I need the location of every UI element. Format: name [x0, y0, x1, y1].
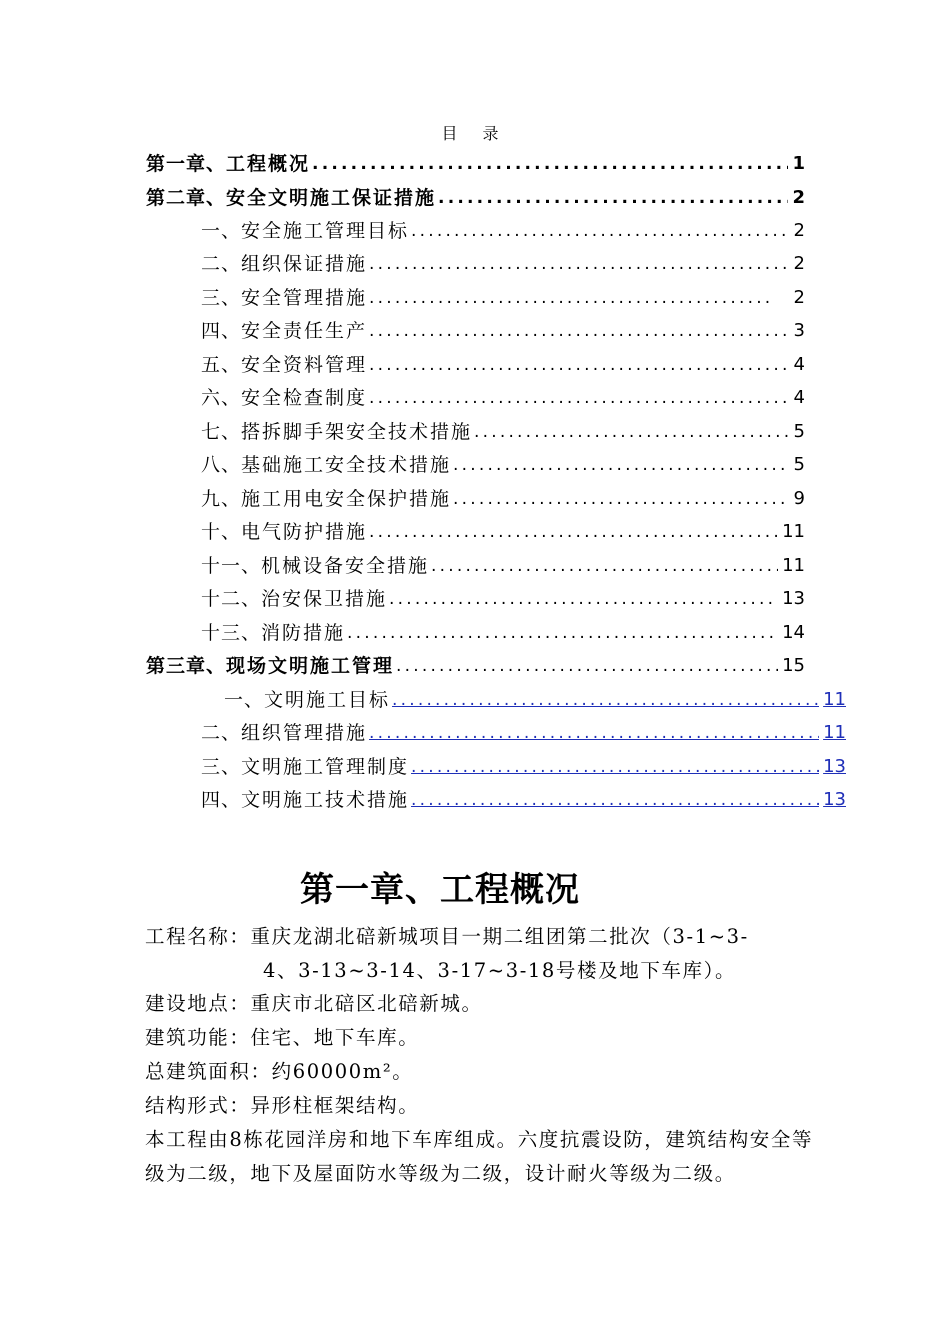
toc-entry-number: 第三章、: [146, 655, 227, 677]
toc-entry-3-1[interactable]: [224, 682, 846, 712]
toc-entry-2-3[interactable]: [201, 280, 805, 310]
toc-entry-number: 第二章、: [146, 187, 227, 209]
toc-entry-page: 13: [782, 588, 805, 609]
toc-entry-2-5[interactable]: [201, 347, 805, 377]
toc-entry-page: 5: [793, 421, 805, 442]
toc-entry-page: 11: [823, 722, 846, 743]
toc-entry-label: 安全施工管理目标: [241, 220, 410, 242]
toc-entry-number: 二、: [201, 253, 242, 275]
toc-entry-number: 二、: [201, 722, 242, 744]
toc-entry-chapter-3[interactable]: [146, 648, 805, 678]
toc-entry-label: 安全责任生产: [241, 320, 368, 342]
toc-entry-2-13[interactable]: [201, 615, 805, 645]
toc-entry-number: 四、: [201, 789, 242, 811]
toc-entry-number: 五、: [201, 354, 242, 376]
toc-leader-dots: [389, 587, 778, 611]
toc-leader-dots: [369, 252, 790, 276]
project-name-line-1: 工程名称：重庆龙湖北碚新城项目一期二组团第二批次（3-1~3-: [145, 925, 749, 948]
toc-entry-number: 三、: [201, 287, 242, 309]
toc-entry-label: 基础施工安全技术措施: [241, 454, 452, 476]
toc-entry-number: 一、: [224, 689, 265, 711]
toc-entry-label: 文明施工管理制度: [241, 756, 410, 778]
toc-entry-label: 工程概况: [226, 153, 311, 175]
area-paragraph: 总建筑面积：约60000m²。: [145, 1060, 414, 1083]
toc-leader-dots: [369, 286, 772, 310]
toc-entry-page: 3: [793, 320, 805, 341]
toc-entry-number: 六、: [201, 387, 242, 409]
toc-entry-page: 14: [782, 622, 805, 643]
toc-entry-page: 2: [793, 253, 805, 274]
toc-leader-dots: [369, 721, 819, 745]
toc-entry-2-2[interactable]: [201, 246, 805, 276]
toc-leader-dots: [347, 621, 778, 645]
toc-entry-label: 安全检查制度: [241, 387, 368, 409]
toc-entry-page: 2: [792, 187, 805, 208]
toc-leader-dots: [411, 219, 790, 243]
toc-entry-label: 消防措施: [261, 622, 346, 644]
toc-entry-chapter-2[interactable]: [146, 180, 805, 210]
toc-entry-2-11[interactable]: [201, 548, 805, 578]
toc-entry-page: 13: [823, 789, 846, 810]
toc-entry-2-7[interactable]: [201, 414, 805, 444]
toc-leader-dots: [411, 755, 819, 779]
toc-leader-dots: [431, 554, 778, 578]
toc-leader-dots: [369, 520, 778, 544]
toc-leader-dots: [474, 420, 790, 444]
toc-leader-dots: [438, 186, 788, 210]
toc-entry-number: 四、: [201, 320, 242, 342]
toc-entry-2-1[interactable]: [201, 213, 805, 243]
description-paragraph: 本工程由8栋花园洋房和地下车库组成。六度抗震设防，建筑结构安全等级为二级，地下及屋面防水等级为二级，设计耐火等级为二级。: [145, 1128, 814, 1185]
toc-entry-3-2[interactable]: [201, 715, 846, 745]
function-paragraph: 建筑功能：住宅、地下车库。: [145, 1026, 420, 1049]
toc-leader-dots: [369, 319, 790, 343]
toc-entry-2-4[interactable]: [201, 313, 805, 343]
toc-leader-dots: [369, 353, 790, 377]
toc-entry-2-9[interactable]: [201, 481, 805, 511]
toc-entry-label: 文明施工目标: [264, 689, 391, 711]
toc-leader-dots: [453, 487, 790, 511]
toc-entry-label: 安全管理措施: [241, 287, 368, 309]
toc-entry-page: 11: [782, 555, 805, 576]
toc-entry-page: 4: [793, 387, 805, 408]
toc-entry-label: 组织管理措施: [241, 722, 368, 744]
toc-entry-chapter-1[interactable]: [146, 146, 805, 176]
toc-entry-page: 4: [793, 354, 805, 375]
toc-entry-number: 十一、: [201, 555, 262, 577]
toc-entry-number: 十二、: [201, 588, 262, 610]
toc-entry-number: 三、: [201, 756, 242, 778]
toc-entry-number: 十、: [201, 521, 242, 543]
toc-entry-label: 安全资料管理: [241, 354, 368, 376]
toc-entry-3-4[interactable]: [201, 782, 846, 812]
toc-leader-dots: [312, 152, 788, 176]
toc-entry-label: 施工用电安全保护措施: [241, 488, 452, 510]
toc-leader-dots: [392, 688, 819, 712]
project-name-paragraph: [145, 920, 815, 988]
toc-entry-page: 11: [823, 689, 846, 710]
toc-title: 目 录: [441, 124, 509, 143]
toc-entry-2-6[interactable]: [201, 380, 805, 410]
toc-entry-number: 十三、: [201, 622, 262, 644]
toc-leader-dots: [396, 654, 778, 678]
toc-entry-label: 机械设备安全措施: [261, 555, 430, 577]
toc-entry-label: 搭拆脚手架安全技术措施: [241, 421, 473, 443]
toc-entry-label: 组织保证措施: [241, 253, 368, 275]
toc-entry-number: 一、: [201, 220, 242, 242]
toc-entry-number: 九、: [201, 488, 242, 510]
toc-leader-dots: [411, 788, 819, 812]
toc-entry-page: 13: [823, 756, 846, 777]
toc-entry-page: 5: [793, 454, 805, 475]
toc-entry-2-8[interactable]: [201, 447, 805, 477]
toc-entry-page: 2: [793, 220, 805, 241]
toc-entry-label: 文明施工技术措施: [241, 789, 410, 811]
site-paragraph: 建设地点：重庆市北碚区北碚新城。: [145, 992, 483, 1015]
toc-entry-2-12[interactable]: [201, 581, 805, 611]
toc-entry-number: 七、: [201, 421, 242, 443]
toc-entry-label: 治安保卫措施: [261, 588, 388, 610]
project-name-line-2: 4、3-13~3-14、3-17~3-18号楼及地下车库）。: [263, 959, 737, 982]
toc-entry-label: 安全文明施工保证措施: [226, 187, 437, 209]
toc-entry-2-10[interactable]: [201, 514, 805, 544]
structure-paragraph: 结构形式：异形柱框架结构。: [145, 1094, 420, 1117]
toc-entry-page: 15: [782, 655, 805, 676]
toc-entry-page: 9: [793, 488, 805, 509]
toc-entry-label: 电气防护措施: [241, 521, 368, 543]
toc-entry-page: 11: [782, 521, 805, 542]
toc-entry-label: 现场文明施工管理: [226, 655, 395, 677]
toc-entry-number: 第一章、: [146, 153, 227, 175]
toc-leader-dots: [369, 386, 790, 410]
toc-entry-3-3[interactable]: [201, 749, 846, 779]
chapter-heading: 第一章、工程概况: [300, 870, 580, 910]
toc-entry-page: 2: [793, 287, 805, 308]
toc-entry-number: 八、: [201, 454, 242, 476]
toc-leader-dots: [453, 453, 790, 477]
toc-entry-page: 1: [792, 153, 805, 174]
